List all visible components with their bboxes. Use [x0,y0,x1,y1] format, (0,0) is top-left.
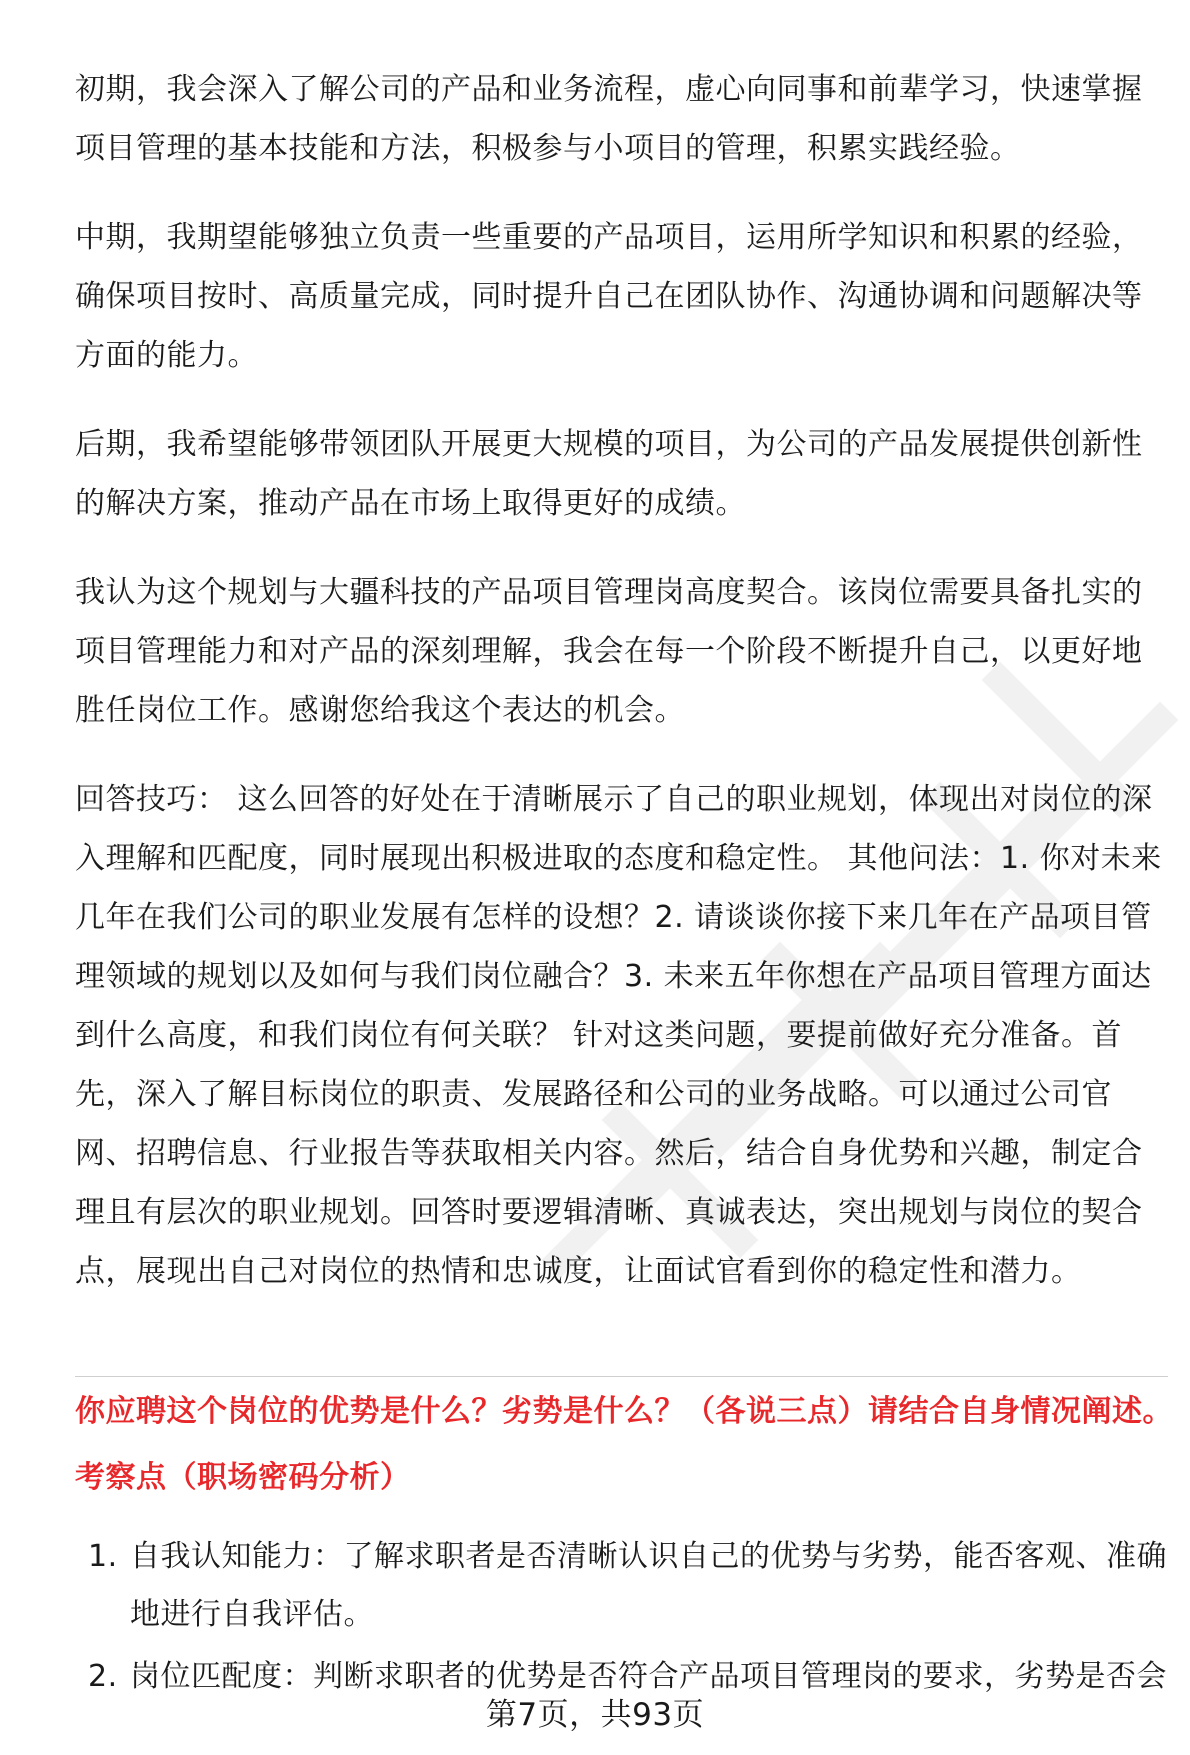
paragraph-answer-tips: 回答技巧： 这么回答的好处在于清晰展示了自己的职业规划，体现出对岗位的深入理解和匹配度，同时展现出积极进取的态度和稳定性。 其他问法：1. 你对未来几年在我们公司的职业发展有怎样的设想？2. 请谈谈你接下来几年在产品项目管理领域的规划以及如何与我们岗位融合？3. 未来五年你想在产品项目管理方面达到什么高度，和我们岗位有何关联？ 针对这类问题，要提前做好充分准备。首先，深入了解目标岗位的职责、发展路径和公司的业务战略。可以通过公司官网、招聘信息、行业报告等获取相关内容。然后，结合自身优势和兴趣，制定合理且有层次的职业规划。回答时要逻辑清晰、真诚表达，突出规划与岗位的契合点，展现出自己对岗位的热情和忠诚度，让面试官看到你的稳定性和潜力。 [75,782,1162,1289]
list-item-number: 1. [88,1539,118,1574]
analysis-points-list [88,1528,1168,1710]
paragraph-mid-stage: 中期，我期望能够独立负责一些重要的产品项目，运用所学知识和积累的经验，确保项目按时、高质量完成，同时提升自己在团队协作、沟通协调和问题解决等方面的能力。 [75,220,1143,373]
paragraph-early-stage: 初期，我会深入了解公司的产品和业务流程，虚心向同事和前辈学习，快速掌握项目管理的基本技能和方法，积极参与小项目的管理，积累实践经验。 [75,72,1143,166]
analysis-heading: 考察点（职场密码分析） [75,1460,411,1495]
paragraph-late-stage: 后期，我希望能够带领团队开展更大规模的项目，为公司的产品发展提供创新性的解决方案，推动产品在市场上取得更好的成绩。 [75,427,1143,521]
section-divider [75,1376,1168,1377]
body-content [75,60,1165,1331]
list-item [88,1528,1168,1644]
page-number-footer: 第7页，共93页 [485,1697,705,1733]
question-heading: 你应聘这个岗位的优势是什么？劣势是什么？（各说三点）请结合自身情况阐述。 [75,1394,1173,1429]
paragraph-conclusion: 我认为这个规划与大疆科技的产品项目管理岗高度契合。该岗位需要具备扎实的项目管理能力和对产品的深刻理解，我会在每一个阶段不断提升自己，以更好地胜任岗位工作。感谢您给我这个表达的机会。 [75,575,1143,728]
list-item-number: 2. [88,1659,118,1694]
list-item-text: 岗位匹配度：判断求职者的优势是否符合产品项目管理岗的要求，劣势是否会 [130,1659,1167,1694]
list-item-text: 自我认知能力：了解求职者是否清晰认识自己的优势与劣势，能否客观、准确地进行自我评估。 [130,1539,1167,1632]
